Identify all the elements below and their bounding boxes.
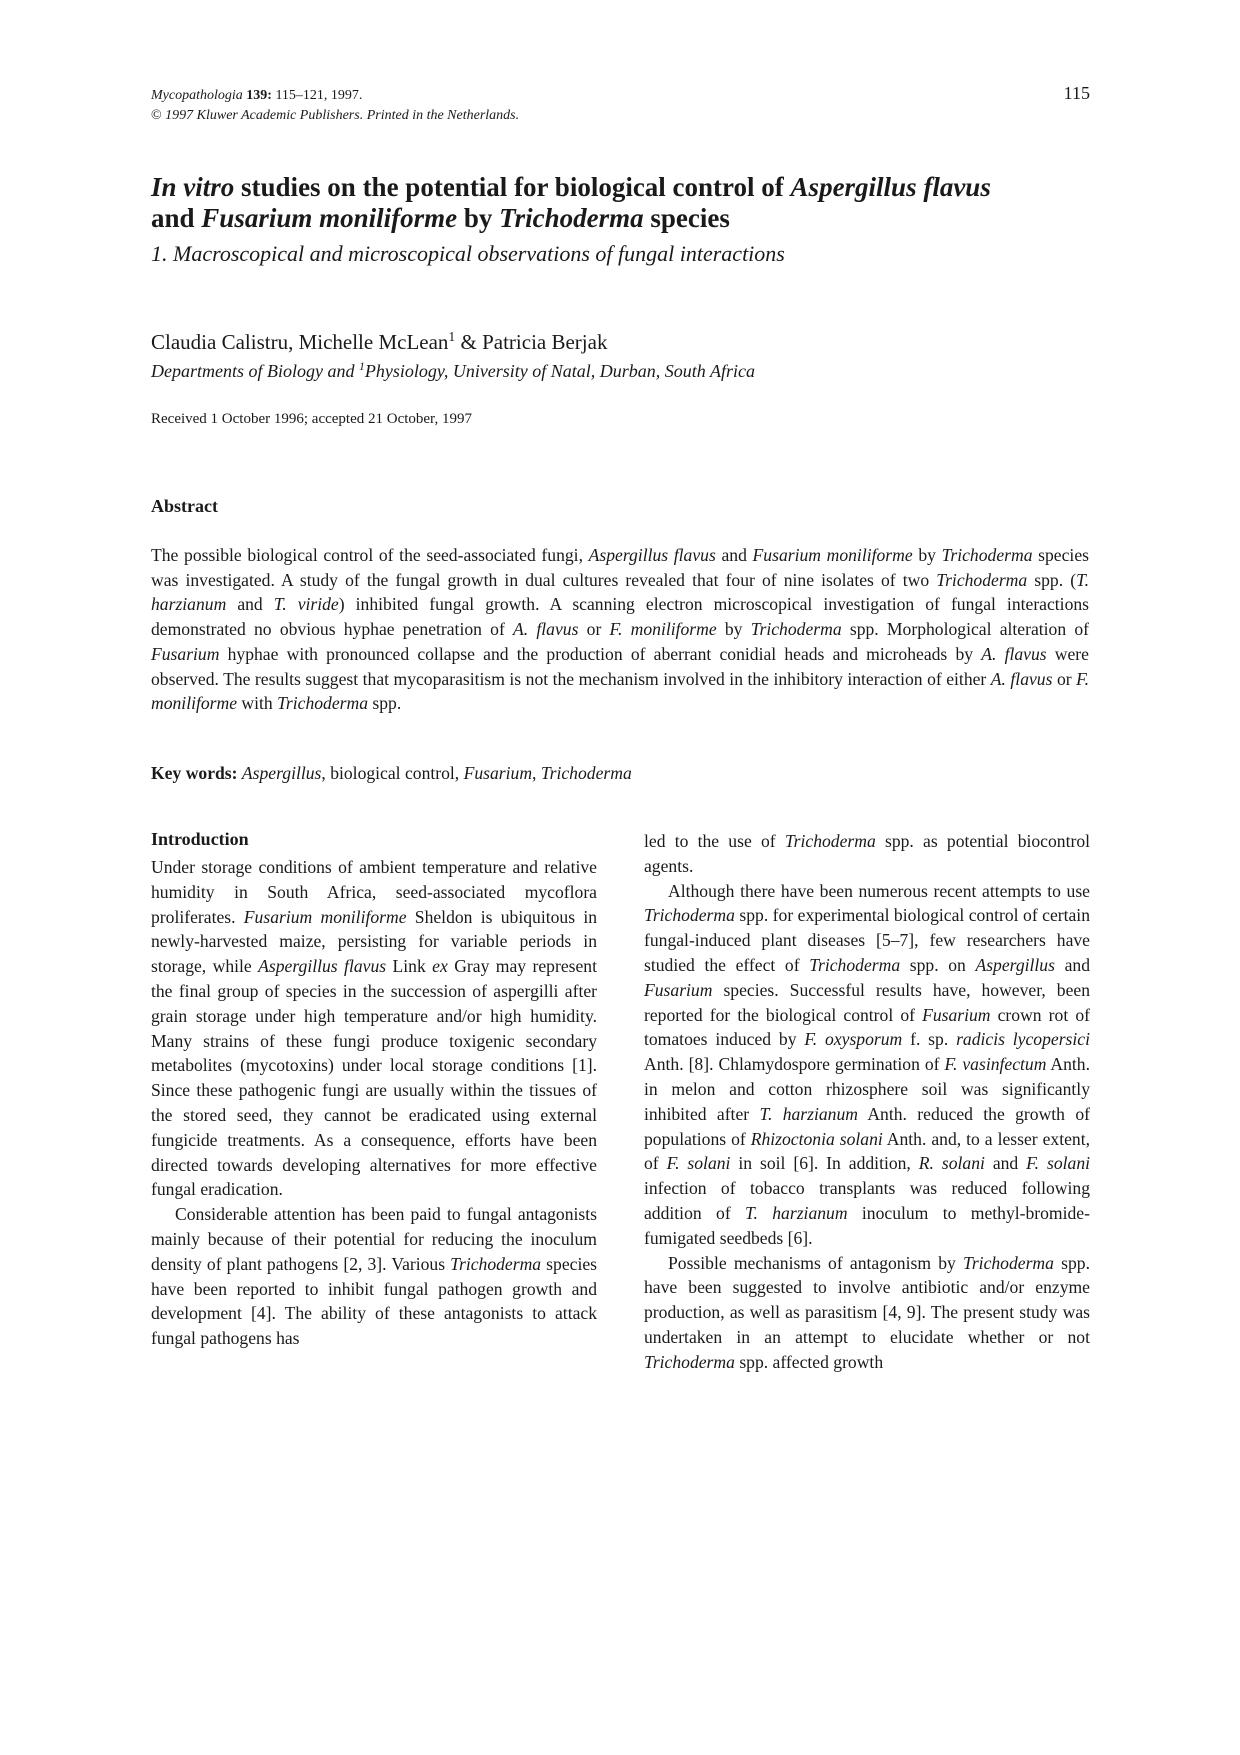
- italic-term: Trichoderma: [277, 693, 369, 714]
- journal-name: Mycopathologia: [151, 88, 243, 103]
- text-run: ) inhibited fungal growth. A scanning electron microscopical investigation of fungal interactions demonstrated no obvious hyphae penetration of: [151, 594, 1090, 640]
- column-left: [151, 855, 597, 1351]
- text-run: spp. Morphological alteration of: [841, 619, 1090, 640]
- italic-term: A. flavus: [990, 668, 1053, 689]
- italic-term: A. flavus: [981, 643, 1047, 664]
- affiliation-text: Physiology, University of Natal, Durban, South Africa: [364, 361, 755, 381]
- keywords-label: Key words:: [151, 763, 238, 783]
- italic-term: Trichoderma: [750, 619, 842, 640]
- abstract-body: [151, 543, 1089, 716]
- paragraph: [644, 879, 1090, 1251]
- author-names: Claudia Calistru, Michelle McLean: [151, 330, 449, 354]
- text-run: and: [226, 594, 274, 615]
- italic-term: F. solani: [1026, 1153, 1090, 1174]
- italic-term: Fusarium: [151, 643, 220, 664]
- text-run: Anth. [8]. Chlamydospore germination of: [644, 1054, 945, 1075]
- text-run: led to the use of: [644, 831, 785, 851]
- text-run: in soil [6]. In addition,: [730, 1153, 919, 1174]
- italic-term: F. solani: [666, 1153, 731, 1174]
- paragraph: [644, 829, 1090, 879]
- italic-term: Trichoderma: [540, 763, 632, 783]
- journal-pages: 115–121, 1997.: [275, 88, 363, 103]
- italic-term: Fusarium: [463, 763, 533, 783]
- italic-term: R. solani: [918, 1153, 985, 1174]
- text-run: spp. as potential biocontrol agents.: [644, 831, 1091, 876]
- italic-term: F. moniliforme: [151, 668, 1089, 714]
- journal-citation: [151, 86, 519, 126]
- text-run: spp. have been suggested to involve antibiotic and/or enzyme production, as well as parasitism [4, 9]. The present study was undertaken in an attempt to elucidate whether or not: [644, 1252, 1090, 1347]
- paragraph: [151, 1202, 597, 1351]
- text-run: and: [1054, 954, 1090, 975]
- journal-volume: 139:: [246, 88, 272, 103]
- text-run: inoculum to methyl-bromide-fumigated seedbeds [6].: [644, 1202, 1090, 1248]
- journal-line: [151, 86, 519, 106]
- author-names: & Patricia Berjak: [455, 330, 608, 354]
- text-run: crown rot of tomatoes induced by: [644, 1004, 1090, 1050]
- text-run: spp. affected growth: [734, 1351, 884, 1372]
- italic-term: T. harzianum: [151, 569, 1089, 615]
- paragraph: [151, 855, 597, 1202]
- introduction-heading: Introduction: [151, 829, 249, 849]
- affiliation-text: Departments of Biology and: [151, 361, 359, 381]
- italic-term: Trichoderma: [644, 1351, 735, 1372]
- paragraph: [644, 1251, 1090, 1375]
- italic-term: Aspergillus: [241, 763, 322, 783]
- text-run: or: [1052, 668, 1077, 689]
- italic-term: Fusarium: [644, 979, 713, 1000]
- text-run: Anth. and, to a lesser extent, of: [644, 1128, 1090, 1174]
- italic-term: Fusarium: [922, 1004, 991, 1025]
- title-part: and: [151, 203, 202, 233]
- text-run: were observed. The results suggest that mycoparasitism is not the mechanism involved in the inhibitory interaction of either: [151, 643, 1089, 689]
- italic-term: Trichoderma: [936, 569, 1028, 590]
- italic-term: Trichoderma: [941, 545, 1033, 565]
- italic-term: Rhizoctonia solani: [750, 1128, 883, 1149]
- text-run: with: [237, 693, 278, 714]
- text-run: spp. (: [1027, 569, 1077, 590]
- keywords-list: [238, 763, 632, 783]
- page-number: 115: [1063, 83, 1090, 103]
- italic-term: Aspergillus flavus: [258, 956, 387, 977]
- text-run: or: [578, 619, 610, 640]
- affiliation: [151, 361, 755, 382]
- text-run: , biological control,: [321, 763, 464, 783]
- italic-term: radicis lycopersici: [956, 1029, 1090, 1050]
- text-run: Link: [386, 956, 433, 977]
- text-run: hyphae with pronounced collapse and the production of aberrant conidial heads and microheads by: [219, 643, 982, 664]
- text-run: and: [715, 545, 753, 565]
- text-run: species have been reported to inhibit fungal pathogen growth and development [4]. The ability of these antagonists to attack fungal pathogens has: [151, 1253, 597, 1349]
- italic-term: ex: [432, 956, 448, 977]
- italic-term: Trichoderma: [784, 831, 876, 851]
- italic-term: Trichoderma: [450, 1253, 542, 1274]
- italic-term: Aspergillus: [975, 954, 1055, 975]
- italic-term: F. vasinfectum: [944, 1054, 1047, 1075]
- text-run: species was investigated. A study of the fungal growth in dual cultures revealed that four of nine isolates of two: [151, 545, 1089, 590]
- title-part: Trichoderma: [499, 203, 644, 233]
- paper-title: [151, 172, 1091, 234]
- keywords: [151, 763, 632, 784]
- abstract-heading: Abstract: [151, 496, 218, 516]
- italic-term: A. flavus: [513, 619, 579, 640]
- received-date: Received 1 October 1996; accepted 21 October, 1997: [151, 411, 472, 427]
- title-part: Aspergillus flavus: [790, 172, 991, 202]
- title-part: studies on the potential for biological control of: [234, 172, 791, 202]
- text-run: ,: [532, 763, 541, 783]
- italic-term: Trichoderma: [963, 1252, 1054, 1273]
- text-run: Possible mechanisms of antagonism by: [668, 1252, 964, 1273]
- text-run: Gray may represent the final group of species in the succession of aspergilli after grain storage under high temperature and/or high humidity. Many strains of these fungi produce toxigenic secondary metabolites (mycotoxins) under local storage conditions [1]. Since these pathogenic fungi are usually within the tissues of the stored seed, they cannot be eradicated using external fungicide treatments. As a consequence, efforts have been directed towards developing alternatives for more effective fungal eradication.: [151, 956, 597, 1200]
- italic-term: Trichoderma: [809, 954, 901, 975]
- copyright-text: 1997 Kluwer Academic Publishers. Printed in the Netherlands.: [165, 108, 520, 123]
- author-list: [151, 330, 607, 355]
- text-run: by: [716, 619, 751, 640]
- copyright-line: [151, 106, 519, 126]
- text-run: Anth. in melon and cotton rhizosphere soil was significantly inhibited after: [644, 1054, 1091, 1124]
- text-run: spp. on: [900, 954, 976, 975]
- text-run: by: [912, 545, 942, 565]
- text-run: Under storage conditions of ambient temperature and relative humidity in South Africa, seed-associated mycoflora proliferates.: [151, 857, 597, 927]
- italic-term: F. oxysporum: [804, 1029, 903, 1050]
- title-part: species: [643, 203, 730, 233]
- text-run: The possible biological control of the seed-associated fungi,: [151, 545, 589, 565]
- affiliation-superscript: 1: [358, 360, 365, 373]
- title-part: by: [457, 203, 500, 233]
- text-run: infection of tobacco transplants was reduced following addition of: [644, 1178, 1090, 1223]
- column-right: [644, 829, 1090, 1375]
- italic-term: T. viride: [273, 594, 339, 615]
- text-run: Considerable attention has been paid to fungal antagonists mainly because of their potential for reducing the inoculum density of plant pathogens [2, 3]. Various: [151, 1204, 597, 1274]
- text-run: f. sp.: [902, 1029, 957, 1050]
- italic-term: Fusarium moniliforme: [243, 906, 407, 927]
- italic-term: Aspergillus flavus: [588, 545, 716, 565]
- text-run: Although there have been numerous recent attempts to use: [668, 880, 1090, 901]
- text-run: species. Successful results have, however, been reported for the biological control of: [644, 979, 1090, 1025]
- italic-term: Trichoderma: [644, 905, 735, 926]
- author-superscript: 1: [448, 329, 456, 344]
- title-part: Fusarium moniliforme: [201, 203, 458, 233]
- title-part: In vitro: [151, 172, 235, 202]
- italic-term: F. moniliforme: [609, 619, 717, 640]
- text-run: Anth. reduced the growth of populations of: [644, 1103, 1090, 1149]
- text-run: spp.: [368, 693, 402, 714]
- italic-term: T. harzianum: [745, 1202, 848, 1223]
- copyright-icon: ©: [151, 108, 162, 123]
- text-run: Sheldon is ubiquitous in newly-harvested maize, persisting for variable periods in storage, while: [151, 906, 598, 977]
- italic-term: T. harzianum: [759, 1103, 858, 1124]
- text-run: and: [984, 1153, 1027, 1174]
- text-run: spp. for experimental biological control of certain fungal-induced plant diseases [5–7], few researchers have studied the effect of: [644, 905, 1090, 975]
- paper-subtitle: 1. Macroscopical and microscopical observations of fungal interactions: [151, 241, 785, 266]
- italic-term: Fusarium moniliforme: [752, 545, 913, 565]
